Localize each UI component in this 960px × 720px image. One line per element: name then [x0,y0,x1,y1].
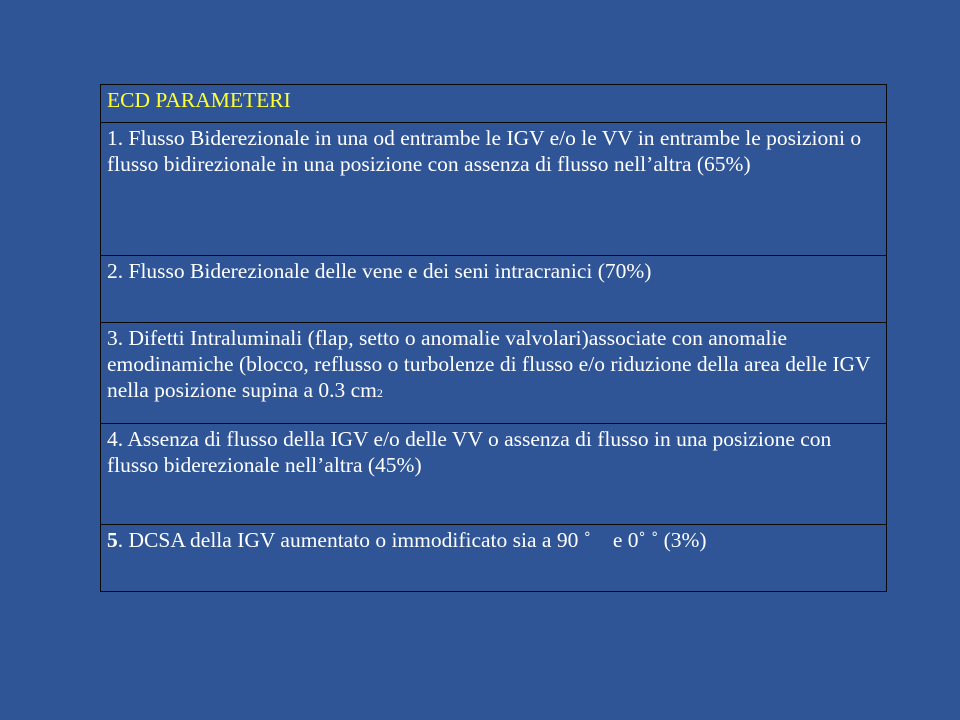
table-row [101,525,887,592]
criterion-4: 4. Assenza di flusso della IGV e/o delle VV o assenza di flusso in una posizione con flusso biderezionale nell’altra (45%) [101,424,887,525]
criterion-2: 2. Flusso Biderezionale delle vene e dei seni intracranici (70%) [101,256,887,323]
criterion-3 [101,323,887,424]
table-header: ECD PARAMETERI [101,85,887,123]
table-row [101,323,887,424]
table-header-row [101,85,887,123]
table-row [101,123,887,256]
criterion-3-subscript: 2 [376,386,383,400]
table-row [101,256,887,323]
criterion-3-text: 3. Difetti Intraluminali (flap, setto o anomalie valvolari)associate con anomalie emodinamiche (blocco, reflusso o turbolenze di flusso e/o riduzione della area delle IGV nella posizione supina a 0.3 cm [107,326,871,402]
criterion-5 [101,525,887,592]
criterion-5-text: . DCSA della IGV aumentato o immodificato sia a 90 ˚ [117,528,591,552]
ecd-parameters-table [100,84,887,592]
table-row [101,424,887,525]
criterion-1: 1. Flusso Biderezionale in una od entrambe le IGV e/o le VV in entrambe le posizioni o flusso bidirezionale in una posizione con assenza di flusso nell’altra (65%) [101,123,887,256]
criterion-5-text-end: e 0˚ ˚ (3%) [612,528,707,552]
criterion-5-number: 5 [107,528,118,552]
